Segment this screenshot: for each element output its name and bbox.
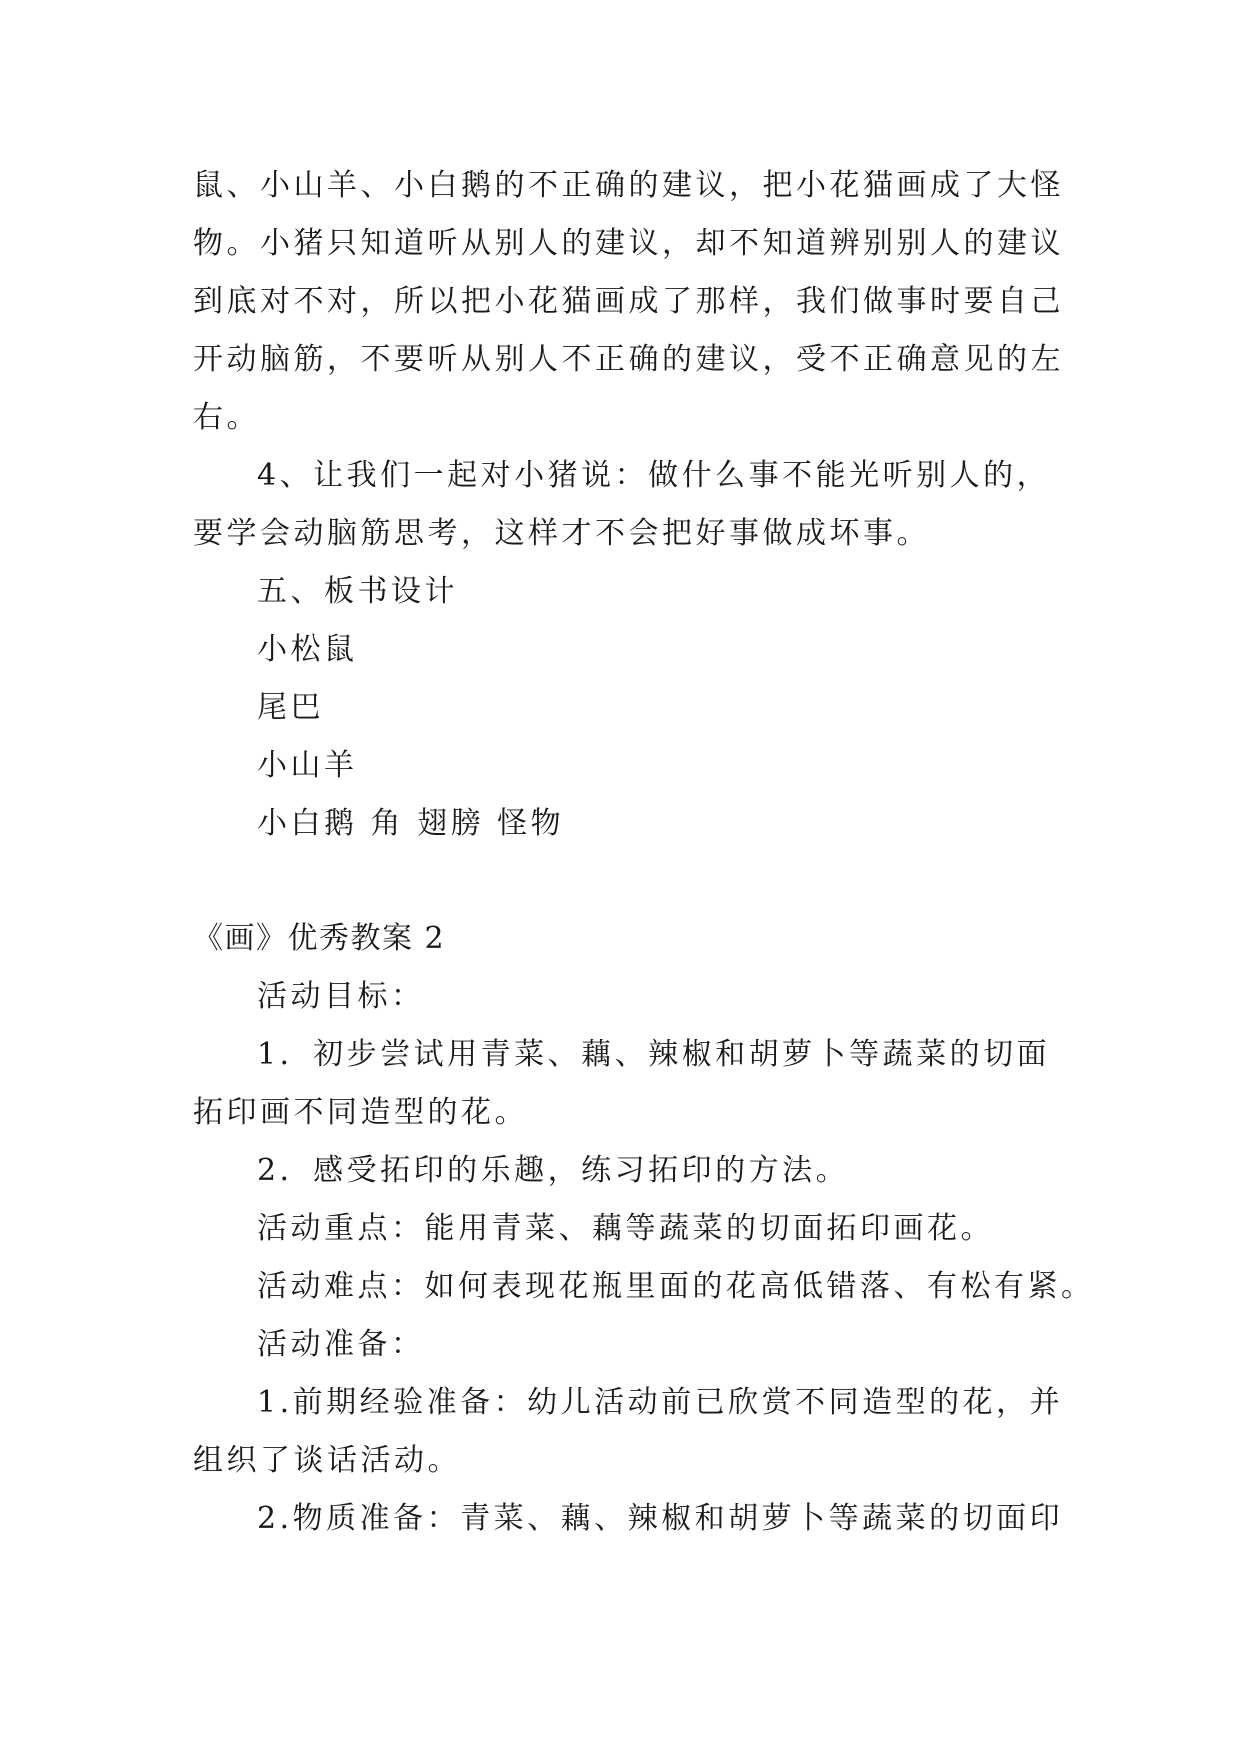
paragraph-line: 到底对不对，所以把小花猫画成了那样，我们做事时要自己 — [193, 284, 1064, 319]
board-line: 小松鼠 — [257, 632, 358, 667]
paragraph-line: 2.物质准备：青菜、藕、辣椒和胡萝卜等蔬菜的切面印 — [257, 1501, 1064, 1536]
paragraph-line: 鼠、小山羊、小白鹅的不正确的建议，把小花猫画成了大怪 — [193, 168, 1064, 203]
paragraph-line: 2．感受拓印的乐趣，练习拓印的方法。 — [257, 1153, 850, 1188]
paragraph-line: 物。小猪只知道听从别人的建议，却不知道辨别别人的建议 — [193, 226, 1064, 261]
section-heading: 活动目标： — [257, 979, 425, 1014]
board-line: 小白鹅 角 翅膀 怪物 — [257, 806, 565, 841]
section-heading: 五、板书设计 — [257, 574, 458, 609]
paragraph-line: 右。 — [193, 400, 260, 435]
paragraph-line: 4、让我们一起对小猪说：做什么事不能光听别人的， — [257, 458, 1051, 493]
paragraph-line: 拓印画不同造型的花。 — [193, 1095, 528, 1130]
paragraph-line: 开动脑筋，不要听从别人不正确的建议，受不正确意见的左 — [193, 342, 1064, 377]
paragraph-line: 组织了谈话活动。 — [193, 1443, 461, 1478]
board-line: 尾巴 — [257, 690, 324, 725]
paragraph-line: 要学会动脑筋思考，这样才不会把好事做成坏事。 — [193, 516, 930, 551]
section-heading: 活动准备： — [257, 1327, 425, 1362]
paragraph-line: 1.前期经验准备：幼儿活动前已欣赏不同造型的花，并 — [257, 1385, 1064, 1420]
paragraph-line: 活动重点：能用青菜、藕等蔬菜的切面拓印画花。 — [257, 1211, 994, 1246]
paragraph-line: 活动难点：如何表现花瓶里面的花高低错落、有松有紧。 — [257, 1269, 1095, 1304]
board-line: 小山羊 — [257, 748, 358, 783]
paragraph-line: 1．初步尝试用青菜、藕、辣椒和胡萝卜等蔬菜的切面 — [257, 1037, 1051, 1072]
document-title: 《画》优秀教案 2 — [193, 921, 446, 956]
